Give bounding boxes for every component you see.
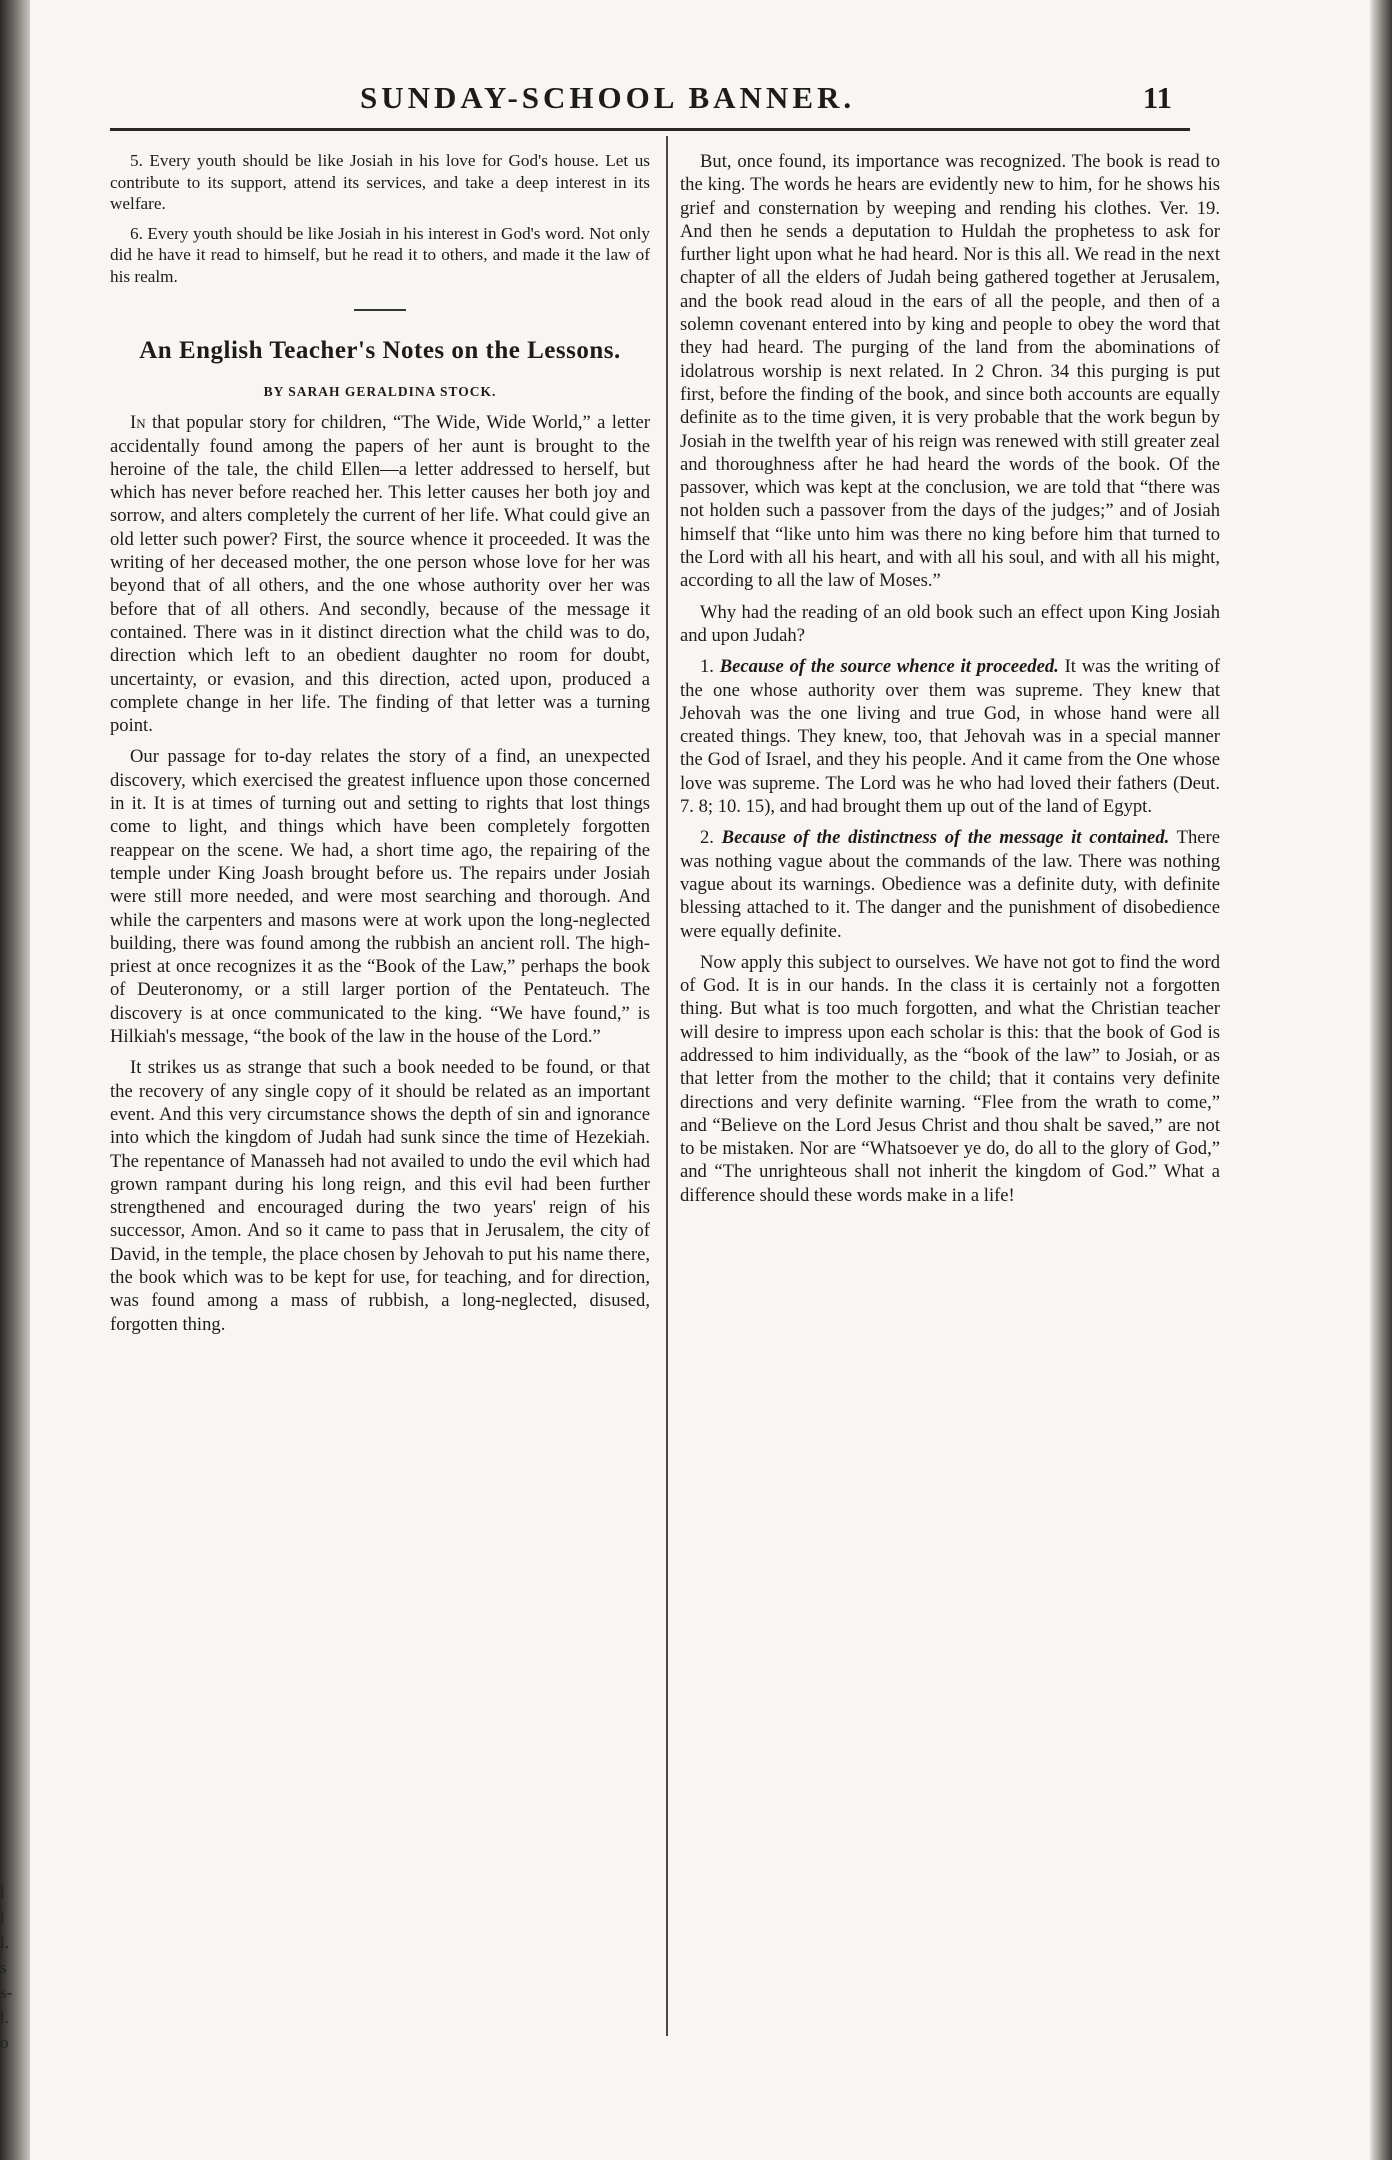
left-column (110, 150, 650, 1344)
gutter-mark: l (0, 1883, 5, 1902)
paragraph: Now apply this subject to ourselves. We have not got to find the word of God. It is in our hands. In the class it is certainly not a forgotten thing. But what is too much forgotten, and what the Christian teacher will desire to impress upon each scholar is this: that the book of God is addressed to him individually, as the “book of the law” to Josiah, or as that letter from the mother to the child; that it contains very definite directions and very definite warning. “Flee from the wrath to come,” and “Believe on the Lord Jesus Christ and thou shalt be saved,” are not to be mistaken. Nor are “Whatsoever ye do, do all to the glory of God,” and “The unrighteous shall not inherit the kingdom of God.” What a difference should these words make in a life! (680, 951, 1220, 1206)
column-divider (666, 136, 668, 2036)
paragraph: It strikes us as strange that such a book needed to be found, or that the recovery of any single copy of it should be related as an important event. And this very circumstance shows the depth of sin and ignorance into which the kingdom of Judah had sunk since the time of Hezekiah. The repentance of Manasseh had not availed to undo the evil which had grown rampant during his long reign, and this evil had been further strengthened and encouraged during the two years' reign of his successor, Amon. And so it came to pass that in Jerusalem, the city of David, in the temple, the place chosen by Jehovah to put his name there, the book which was to be kept for use, for teaching, and for direction, was found among a mass of rubbish, a long-neglected, disused, forgotten thing. (110, 1057, 650, 1335)
section-divider (354, 309, 406, 311)
point-heading: Because of the distinctness of the message it contained. (721, 827, 1170, 849)
header-rule (110, 128, 1190, 131)
right-column (680, 150, 1220, 1215)
paragraph (110, 411, 650, 737)
scan-edge-right (1370, 0, 1392, 2160)
point-heading: Because of the source whence it proceeded. (719, 656, 1059, 678)
point-text: There was nothing vague about the commands of the law. There was nothing vague about its warnings. Obedience was a definite duty, with definite blessing attached to it. The danger and the punishment of disobedience were equally definite. (680, 827, 1221, 942)
running-title: SUNDAY-SCHOOL BANNER. (360, 80, 856, 115)
paragraph: Our passage for to-day relates the story of a find, an unexpected discovery, which exercised the greatest influence upon those concerned in it. It is at times of turning out and setting to rights that lost things come to light, and things which have been completely forgotten reappear on the scene. We had, a short time ago, the repairing of the temple under King Joash brought before us. The repairs under Josiah were still more needed, and were most searching and thorough. And while the carpenters and masons were at work upon the long-neglected building, there was found among the rubbish an ancient roll. The high-priest at once recognizes it as the “Book of the Law,” perhaps the book of Deuteronomy, or a still larger portion of the Pentateuch. The discovery is at once communicated to the king. “We have found,” is Hilkiah's message, “the book of the law in the house of the Lord.” (110, 746, 650, 1048)
point-number: 2. (700, 827, 722, 849)
article-title: An English Teacher's Notes on the Lessons. (139, 337, 621, 364)
gutter-mark: l. (0, 1933, 9, 1952)
list-item: 6. Every youth should be like Josiah in his interest in God's word. Not only did he have it read to himself, but he read it to others, and made it the law of his realm. (110, 223, 650, 286)
gutter-mark: s- (0, 1983, 13, 2002)
scan-edge-left (0, 0, 30, 2160)
paragraph-text: that popular story for children, “The Wide, Wide World,” a letter accidentally found among the papers of her aunt is brought to the heroine of the tale, the child Ellen—a letter addressed to herself, but which has never before reached her. This letter causes her both joy and sorrow, and alters completely the current of her life. What could give an old letter such power? First, the source whence it proceeded. It was the writing of her deceased mother, the one person whose love for her was beyond that of all others, and the one whose authority over her was before that of all others. And secondly, because of the message it contained. There was in it distinct direction what the child was to do, direction which left to an obedient daughter no room for doubt, uncertainty, or evasion, and this direction, acted upon, produced a complete change in her life. The finding of that letter was a turning point. (110, 412, 650, 737)
page (110, 70, 1221, 2110)
point-text: It was the writing of the one whose authority over them was supreme. They knew that Jehovah was the one living and true God, in whose hand were all created things. They knew, too, that Jehovah was in a special manner the God of Israel, and they his people. And it came from the One whose love was supreme. The Lord was he who had loved their fathers (Deut. 7. 8; 10. 15), and had brought them up out of the land of Egypt. (680, 656, 1221, 818)
list-item: 5. Every youth should be like Josiah in his love for God's house. Let us contribute to its support, attend its services, and take a deep interest in its welfare. (110, 151, 650, 213)
facing-page-gutter-marks (0, 1880, 14, 2055)
gutter-mark: l (0, 1908, 5, 1927)
numbered-point (680, 655, 1220, 818)
gutter-mark: s (0, 1958, 7, 1977)
point-number: 1. (700, 656, 720, 678)
paragraph: But, once found, its importance was recognized. The book is read to the king. The words he hears are evidently new to him, for he shows his grief and consternation by weeping and rending his clothes. Ver. 19. And then he sends a deputation to Huldah the prophetess to ask for further light upon what he had heard. Nor is this all. We read in the next chapter of all the elders of Judah being gathered together at Jerusalem, and the book read aloud in the ears of all the people, and then of a solemn covenant entered into by king and people to obey the word that they had heard. The purging of the land from the abominations of idolatrous worship is next related. In 2 Chron. 34 this purging is put first, before the finding of the book, and since both accounts are equally definite as to the time given, it is very probable that the work begun by Josiah in the twelfth year of his reign was renewed with still greater zeal and thoroughness after he had heard the words of the book. Of the passover, which was kept at the conclusion, we are told that “there was not holden such a passover from the days of the judges;” and of Josiah himself that “like unto him was there no king before him that turned to the Lord with all his heart, and with all his soul, and with all his might, according to all the law of Moses.” (680, 151, 1220, 592)
byline: BY SARAH GERALDINA STOCK. (263, 384, 497, 399)
gutter-mark: l. (0, 2008, 9, 2027)
lede-word: In (130, 412, 146, 434)
paragraph: Why had the reading of an old book such an effect upon King Josiah and upon Judah? (680, 601, 1220, 646)
page-header (110, 70, 1190, 130)
numbered-point (680, 826, 1220, 942)
page-number: 11 (1142, 80, 1172, 115)
gutter-mark: o (0, 2033, 9, 2052)
